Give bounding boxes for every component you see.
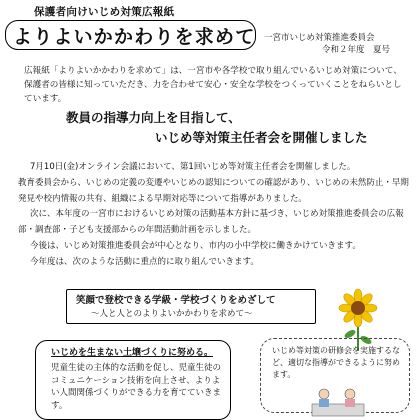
page-title: よりよいかかわりを求めて bbox=[13, 26, 256, 48]
article-body bbox=[18, 160, 412, 271]
article-paragraph: 次に、本年度の一宮市におけるいじめ対策の活動基本方針に基づき、いじめ対策推進委員会の広報部・調査部・子ども支援部からの年間活動計画を示しました。 bbox=[18, 209, 404, 236]
article-paragraph: 教育委員会から、いじめの定義の変遷やいじめの認知についての確認があり、いじめの未然防止・早期発見や校内情報の共有、組織による早期対応等について指導がありました。 bbox=[18, 177, 409, 204]
publication-tag: 保護者向けいじめ対策広報紙 bbox=[34, 6, 175, 18]
focus-text: 児童生徒の主体的な活動を促し、児童生徒のコミュニケーション技術を向上させ、よりよい人間関係づくりができる力を育てていきます。 bbox=[51, 363, 222, 411]
slogan-main: 笑顔で登校できる学級・学校づくりをめざして bbox=[76, 295, 276, 306]
article-paragraph: 今年度は、次のような活動に重点的に取り組んでいきます。 bbox=[30, 256, 259, 267]
focus-title: いじめを生まない土壌づくりに努める。 bbox=[51, 348, 214, 358]
article-paragraph: 7月10日(金)オンライン会議において、第1回いじめ等対策主任者会を開催しました。 bbox=[30, 162, 356, 172]
article-paragraph: 今後は、いじめ対策推進委員会が中心となり、市内の小中学校に働きかけていきます。 bbox=[30, 240, 361, 251]
slogan-sub: ～人と人とのよりよいかかわりを求めて～ bbox=[91, 309, 253, 319]
teachers-illustration bbox=[310, 384, 366, 418]
focus-text-right: いじめ等対策の研修会を実施するなど、適切な指導ができるように努めます。 bbox=[272, 346, 400, 379]
organization-name: 一宮市いじめ対策推進委員会 bbox=[264, 33, 375, 43]
intro-paragraph: 広報紙「よりよいかかわりを求めて」は、一宮市や各学校で取り組んでいるいじめ対策について、保護者の皆様に知っていただき、力を合わせて安心・安全な学校をつくっていくことをねらいとしています。 bbox=[24, 66, 402, 104]
article-heading-line2: いじめ等対策主任者会を開催しました bbox=[155, 130, 368, 145]
issue-label: 令和２年度 夏号 bbox=[322, 45, 391, 55]
article-heading-line1: 教員の指導力向上を目指して、 bbox=[66, 110, 241, 125]
